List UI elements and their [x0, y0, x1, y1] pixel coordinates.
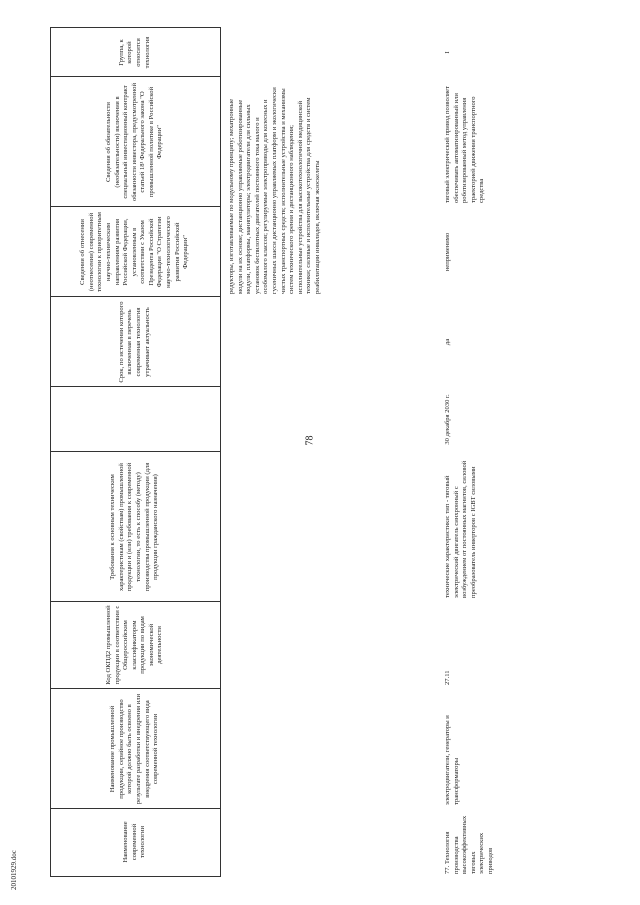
header-deadline: Срок, по истечении которого включенная в перечень современная технология утрачивает актуальность: [117, 301, 151, 383]
row-77-technology: [442, 809, 610, 877]
row-77-potential: тяговый электрический привод позволяет обеспечивать автоматизированный или роботизированный метод управления траекторией движения транспортного средства: [444, 86, 486, 203]
row-77-obligation: неприменимо: [444, 232, 451, 272]
header-obligation: Сведения об обязательности (необязательности) включения в специальный инвестиционный контракт обязанности инвестора, предусмотренной статьей 18¹ Федерального закона "О промышленной политике в Российской Федерации": [104, 83, 164, 202]
header-requirements: Требования к основным техническим характеристикам (свойствам) промышленной продукции и (или) требования к современной технологии, то есть к способу (методу) производства промышленной продукции (для продукции гражданского назначения): [109, 462, 160, 592]
header-okpd2-code: Код ОКПД2 промышленной продукции в соответствии с Общероссийским классификатором продукции по видам экономической деятельности: [104, 605, 164, 685]
row-77-priority: да: [444, 338, 451, 346]
row-77-group: I: [444, 51, 451, 54]
row-77-deadline: 30 декабря 2030 г.: [444, 394, 451, 445]
header-technology-name: Наименование современной технологии: [122, 821, 147, 863]
header-priority: Сведения об отнесении (неотнесении) современной технологии к приоритетным научно-техническим направлениям развития Российской Федерации, установленным в соответствии с Указом Президента Российской Федерации "О Стратегии научно-технологического развития Российской Федерации": [79, 212, 190, 292]
header-product-name: Наименование промышленной продукции, серийное производство которой должно быть освоено в результате разработки и внедрения или внедрения соответствующего вида современной технологии: [109, 693, 160, 805]
header-group: Группа, к которой относится технология: [117, 36, 151, 69]
technology-name: Технология производства высокоэффективных тяговых электрических приводов: [444, 815, 494, 874]
footer-filename: 20101929.doc: [10, 850, 18, 890]
row-77-product: электродвигатели, генераторы и трансформаторы: [444, 715, 460, 805]
row-77-requirements: технические характеристики: тип - тяговый электрический двигатель синхронный с возбуждением от постоянных магнитов, силовой преобразователь инверторов с IGBT силовыми: [444, 460, 477, 598]
row-77-okpd2: 27.11: [444, 670, 451, 685]
rotated-table-sheet: [50, 27, 610, 877]
page-number: 78: [304, 435, 316, 446]
potential-continuation-text: редукторы, изготавливаемые по модульному принципу; мехатронные модули на их основе; дистанционно управляемые роботизированные модули, платформы, манипуляторы; электродвигатели для сильных установок беспилотных двигателей постоянного тока малого и особомалого классов; регулируемые электроприводы для колесных и гусеничных шасси дистанционно управляемых платформ и экологически чистых транспортных средств; исполнительные устройства и механизмы систем технического зрения и дистанционного наблюдения; исполнительные устройства для высокотехнологичной медицинской техники; силовые и исполнительные устройства для средств и систем реабилитации инвалидов, включая экзоскелеты: [228, 87, 321, 294]
row-number: 77.: [444, 865, 451, 874]
